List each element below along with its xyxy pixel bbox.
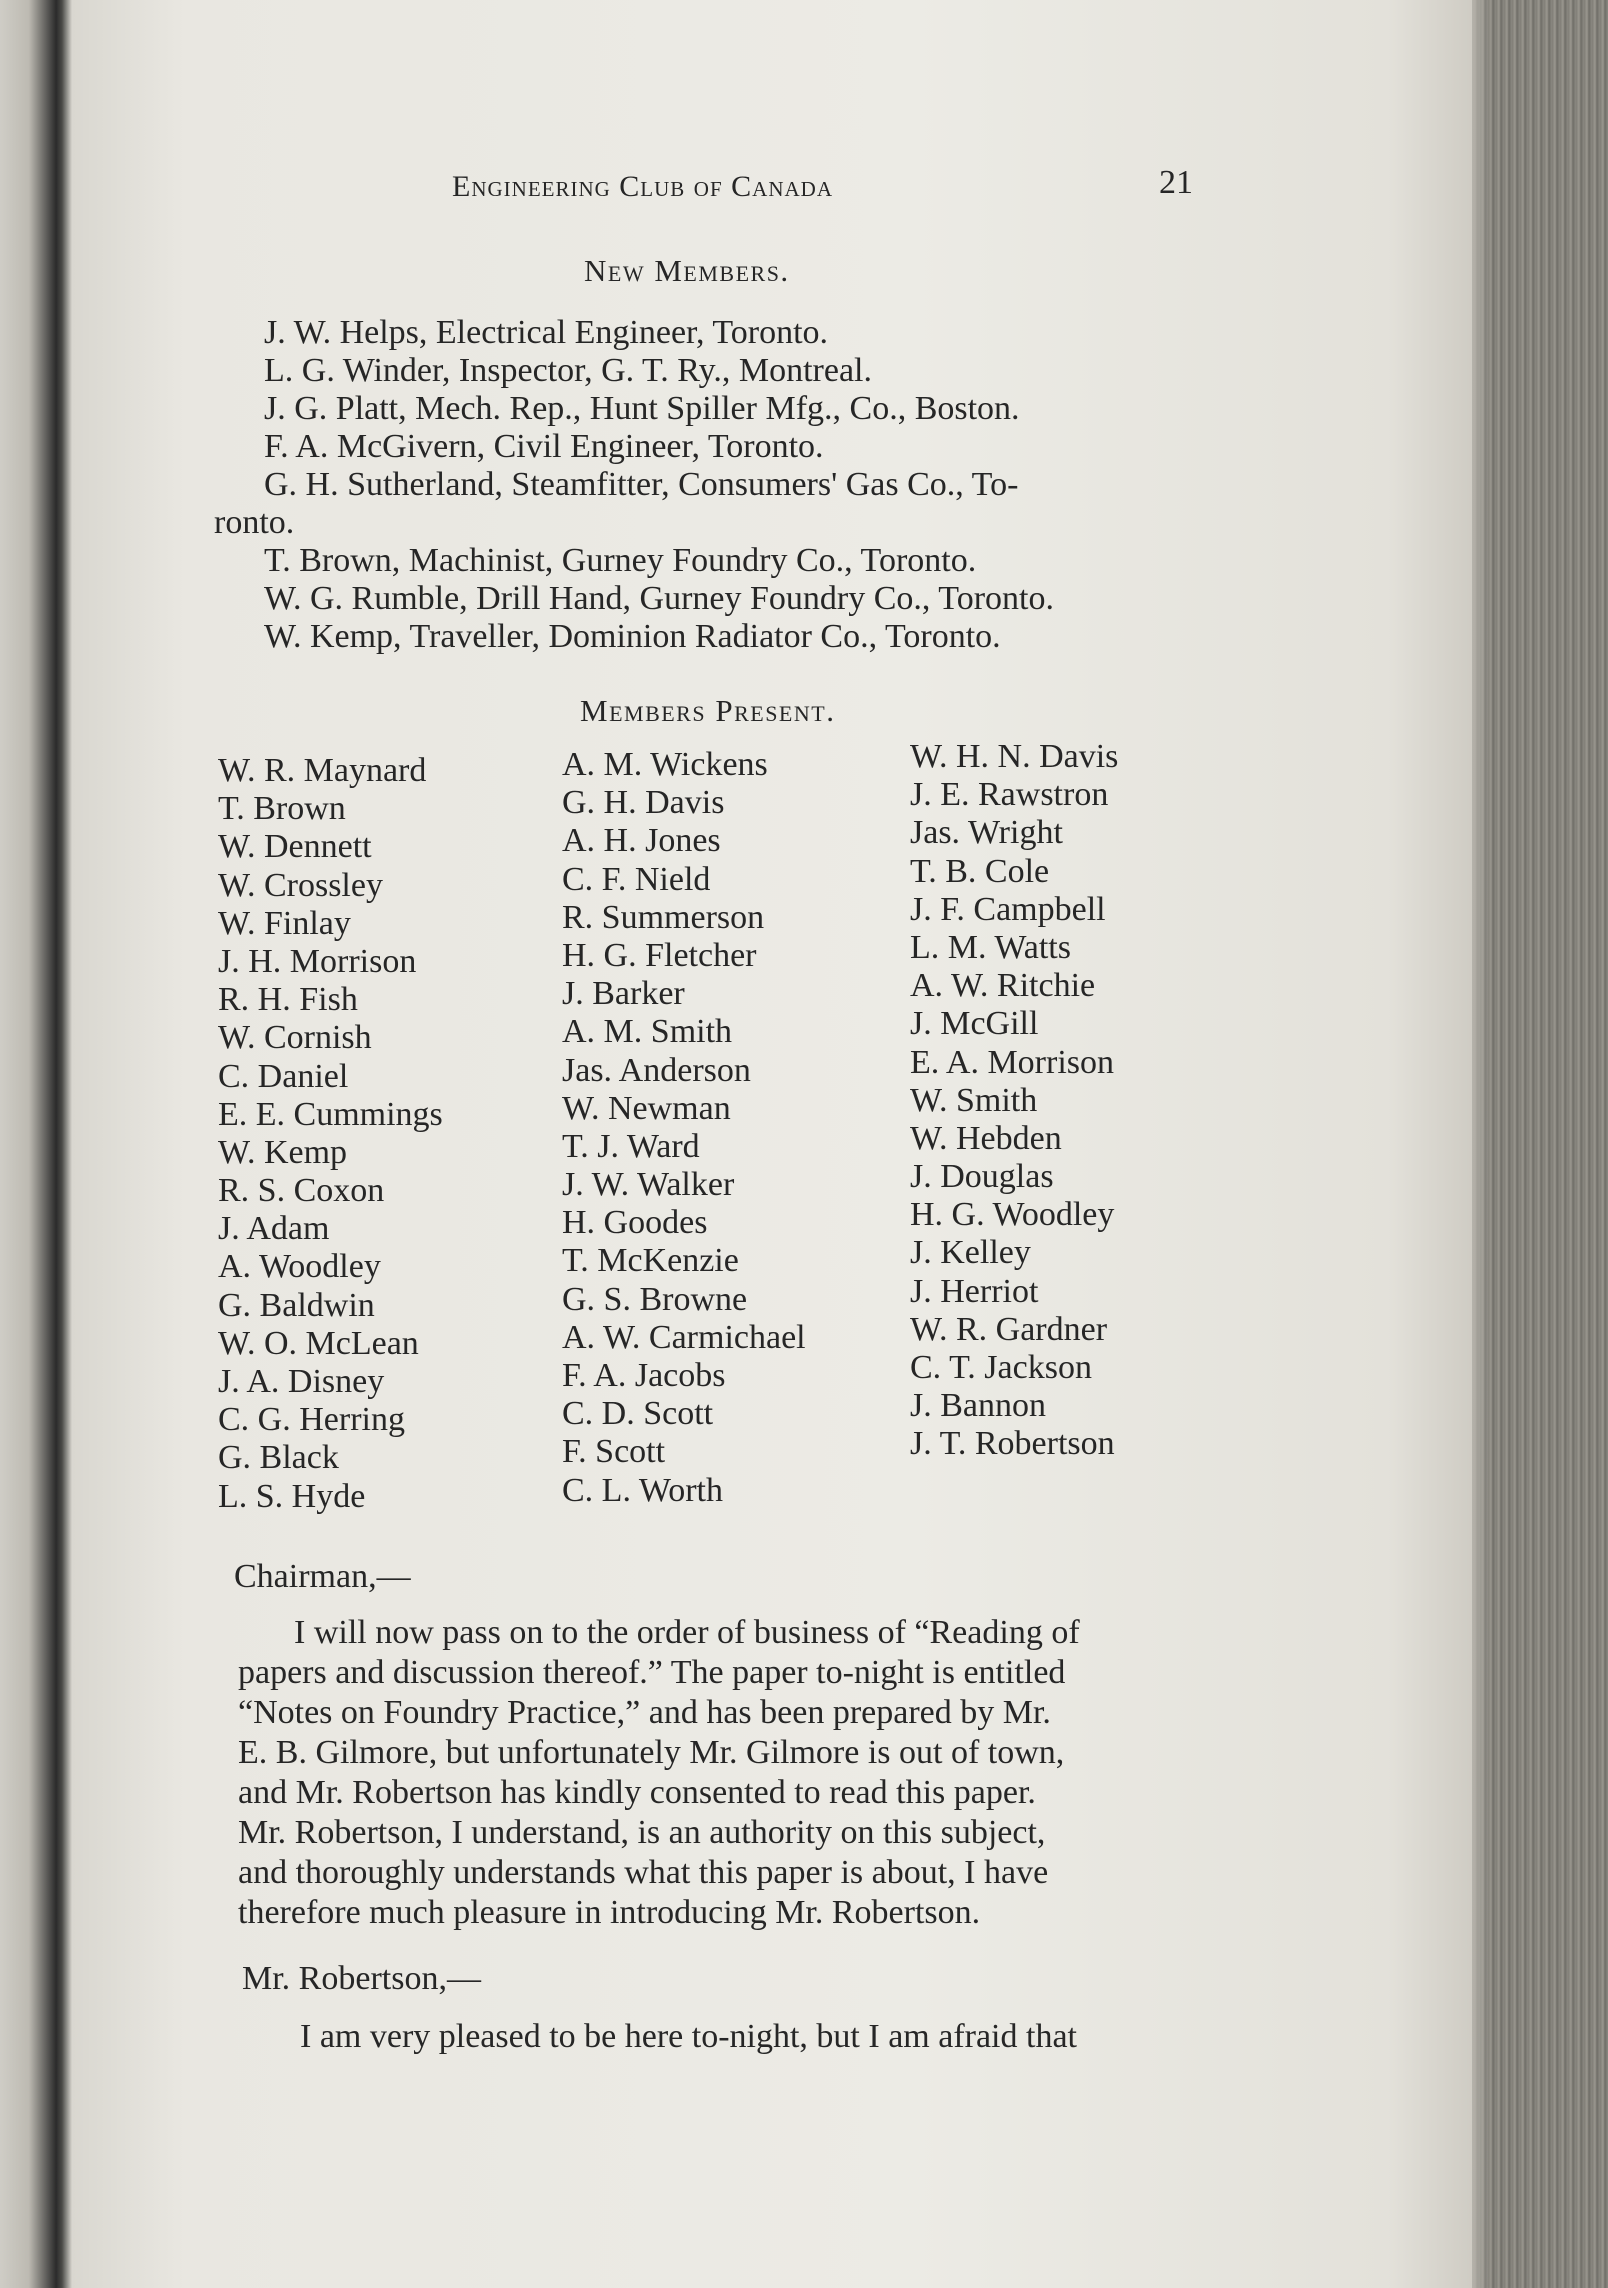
member-name: H. Goodes: [562, 1204, 708, 1242]
new-member-entry: L. G. Winder, Inspector, G. T. Ry., Montreal.: [264, 352, 872, 389]
chairman-speech-line: and Mr. Robertson has kindly consented to read this paper.: [238, 1774, 1036, 1811]
member-name: J. McGill: [910, 1005, 1039, 1043]
member-name: G. H. Davis: [562, 784, 725, 822]
book-binding-shadow: [0, 0, 72, 2288]
robertson-speaker-label: Mr. Robertson,—: [242, 1960, 481, 1997]
member-name: J. T. Robertson: [910, 1425, 1115, 1463]
member-name: T. McKenzie: [562, 1242, 739, 1280]
member-name: J. Herriot: [910, 1272, 1039, 1310]
member-name: E. A. Morrison: [910, 1043, 1114, 1081]
new-member-entry: F. A. McGivern, Civil Engineer, Toronto.: [264, 428, 824, 465]
chairman-speech-line: and thoroughly understands what this paper is about, I have: [238, 1854, 1049, 1891]
member-name: W. Cornish: [218, 1019, 372, 1057]
member-name: C. Daniel: [218, 1057, 349, 1095]
new-member-entry: J. G. Platt, Mech. Rep., Hunt Spiller Mfg., Co., Boston.: [264, 390, 1020, 427]
book-page: [72, 0, 1472, 2288]
running-title: Engineering Club of Canada: [452, 170, 833, 203]
member-name: R. S. Coxon: [218, 1172, 385, 1210]
chairman-speech-line: Mr. Robertson, I understand, is an authority on this subject,: [238, 1814, 1046, 1851]
members-present-column-2: [562, 746, 806, 1510]
member-name: J. Adam: [218, 1210, 330, 1248]
robertson-speech-line: I am very pleased to be here to-night, but I am afraid that: [300, 2018, 1077, 2055]
chairman-speech-line: I will now pass on to the order of business of “Reading of: [294, 1614, 1080, 1651]
member-name: A. W. Ritchie: [910, 967, 1096, 1005]
member-name: J. H. Morrison: [218, 942, 417, 980]
member-name: W. Crossley: [218, 866, 383, 904]
chairman-speech-line: E. B. Gilmore, but unfortunately Mr. Gilmore is out of town,: [238, 1734, 1065, 1771]
member-name: Jas. Anderson: [562, 1051, 751, 1089]
member-name: W. Dennett: [218, 828, 372, 866]
member-name: W. Newman: [562, 1089, 731, 1127]
member-name: W. O. McLean: [218, 1324, 419, 1362]
member-name: W. R. Gardner: [910, 1310, 1108, 1348]
member-name: C. F. Nield: [562, 860, 711, 898]
member-name: A. M. Smith: [562, 1013, 733, 1051]
members-present-column-1: [218, 752, 443, 1516]
member-name: J. E. Rawstron: [910, 776, 1109, 814]
member-name: J. Barker: [562, 975, 685, 1013]
book-page-edges: [1472, 0, 1608, 2288]
member-name: W. R. Maynard: [218, 752, 427, 789]
member-name: J. F. Campbell: [910, 890, 1106, 928]
member-name: L. S. Hyde: [218, 1477, 366, 1515]
member-name: L. M. Watts: [910, 928, 1071, 966]
member-name: W. Hebden: [910, 1119, 1062, 1157]
member-name: T. Brown: [218, 790, 346, 828]
member-name: G. Baldwin: [218, 1286, 375, 1324]
member-name: R. Summerson: [562, 898, 765, 936]
chairman-speaker-label: Chairman,—: [234, 1558, 411, 1595]
chairman-speech-line: therefore much pleasure in introducing Mr. Robertson.: [238, 1894, 981, 1931]
new-member-entry: W. G. Rumble, Drill Hand, Gurney Foundry Co., Toronto.: [264, 580, 1054, 617]
member-name: A. M. Wickens: [562, 746, 768, 783]
member-name: G. Black: [218, 1439, 339, 1477]
member-name: W. H. N. Davis: [910, 738, 1119, 775]
member-name: Jas. Wright: [910, 814, 1063, 852]
member-name: W. Smith: [910, 1081, 1038, 1119]
new-member-entry: G. H. Sutherland, Steamfitter, Consumers' Gas Co., To-: [264, 466, 1019, 503]
member-name: F. A. Jacobs: [562, 1357, 726, 1394]
member-name: E. E. Cummings: [218, 1095, 443, 1133]
chairman-speech-line: “Notes on Foundry Practice,” and has been prepared by Mr.: [238, 1694, 1051, 1731]
member-name: T. J. Ward: [562, 1127, 700, 1165]
chairman-speech-line: papers and discussion thereof.” The paper to-night is entitled: [238, 1654, 1066, 1691]
member-name: T. B. Cole: [910, 852, 1050, 890]
member-name: G. S. Browne: [562, 1280, 748, 1318]
new-member-entry: J. W. Helps, Electrical Engineer, Toronto.: [264, 314, 829, 351]
new-member-entry: W. Kemp, Traveller, Dominion Radiator Co., Toronto.: [264, 618, 1001, 655]
member-name: J. Bannon: [910, 1387, 1046, 1425]
member-name: C. G. Herring: [218, 1401, 405, 1439]
member-name: H. G. Woodley: [910, 1196, 1115, 1234]
new-member-entry-continuation: ronto.: [214, 504, 295, 541]
members-present-heading: Members Present.: [580, 693, 836, 728]
member-name: J. W. Walker: [562, 1166, 735, 1204]
member-name: A. W. Carmichael: [562, 1318, 806, 1356]
member-name: C. L. Worth: [562, 1471, 723, 1509]
member-name: J. Douglas: [910, 1158, 1054, 1196]
member-name: W. Finlay: [218, 904, 351, 942]
member-name: A. H. Jones: [562, 822, 721, 860]
member-name: W. Kemp: [218, 1133, 348, 1171]
member-name: R. H. Fish: [218, 981, 358, 1019]
member-name: A. Woodley: [218, 1248, 381, 1286]
member-name: F. Scott: [562, 1433, 666, 1471]
new-member-entry: T. Brown, Machinist, Gurney Foundry Co., Toronto.: [264, 542, 977, 579]
member-name: J. A. Disney: [218, 1363, 385, 1400]
member-name: C. D. Scott: [562, 1395, 714, 1433]
member-name: C. T. Jackson: [910, 1349, 1092, 1386]
page-number: 21: [1159, 164, 1193, 201]
member-name: H. G. Fletcher: [562, 936, 757, 974]
members-present-column-3: [910, 738, 1118, 1464]
new-members-heading: New Members.: [584, 253, 790, 288]
member-name: J. Kelley: [910, 1234, 1031, 1272]
